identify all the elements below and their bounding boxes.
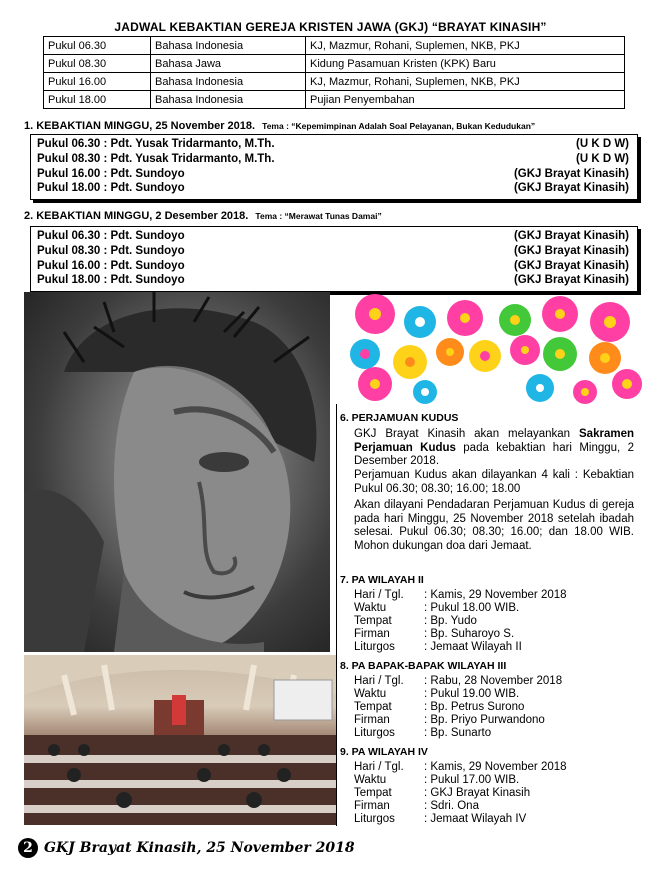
congregation-photo [24, 655, 336, 825]
schedule-language: Bahasa Jawa [151, 55, 306, 73]
service-origin: (GKJ Brayat Kinasih) [513, 230, 629, 242]
list-item: Firman : Sdri. Ona [354, 800, 479, 812]
list-item [37, 153, 631, 168]
section1-title: 1. KEBAKTIAN MINGGU, 25 November 2018. [24, 120, 256, 132]
service-preacher: Pukul 08.30 : Pdt. Sundoyo [37, 245, 185, 257]
service-origin: (GKJ Brayat Kinasih) [513, 274, 629, 286]
schedule-table [43, 36, 625, 109]
section1-tema: Tema : “Kepemimpinan Adalah Soal Pelayanan, Bukan Kedudukan” [262, 121, 536, 131]
table-row [44, 55, 625, 73]
service-preacher: Pukul 06.30 : Pdt. Yusak Tridarmanto, M.Th. [37, 138, 275, 150]
list-item: Waktu : Pukul 17.00 WIB. [354, 774, 520, 786]
list-item [37, 245, 631, 260]
service-origin: (GKJ Brayat Kinasih) [513, 168, 629, 180]
page-title: JADWAL KEBAKTIAN GEREJA KRISTEN JAWA (GKJ) “BRAYAT KINASIH” [114, 20, 547, 34]
list-item: Waktu : Pukul 19.00 WIB. [354, 688, 520, 700]
schedule-books: Pujian Penyembahan [306, 91, 625, 109]
schedule-books: KJ, Mazmur, Rohani, Suplemen, NKB, PKJ [306, 73, 625, 91]
schedule-books: KJ, Mazmur, Rohani, Suplemen, NKB, PKJ [306, 37, 625, 55]
list-item: Firman : Bp. Suharoyo S. [354, 628, 515, 640]
section6-p1-pre: GKJ Brayat Kinasih akan melayankan [354, 428, 580, 440]
pa-bapak-wilayah-3-heading: 8. PA BAPAK-BAPAK WILAYAH III [340, 660, 507, 672]
list-item [37, 138, 631, 153]
list-item [37, 182, 631, 197]
jesus-sculpture-illustration [24, 292, 330, 652]
pa-wilayah-4-heading: 9. PA WILAYAH IV [340, 746, 428, 758]
footer-text: GKJ Brayat Kinasih, 25 November 2018 [44, 840, 355, 856]
list-item [37, 230, 631, 245]
table-row [44, 73, 625, 91]
section6-paragraph2: Perjamuan Kudus akan dilayankan 4 kali : Kebaktian Pukul 06.30; 08.30; 16.00; 18.00 [354, 469, 634, 495]
page-number-badge: 2 [18, 838, 38, 858]
list-item: Hari / Tgl. : Kamis, 29 November 2018 [354, 761, 567, 773]
service-preacher: Pukul 18.00 : Pdt. Sundoyo [37, 182, 185, 194]
list-item: Waktu : Pukul 18.00 WIB. [354, 602, 520, 614]
service-origin: (GKJ Brayat Kinasih) [513, 245, 629, 257]
section1-heading [24, 120, 535, 132]
list-item [37, 260, 631, 275]
schedule-language: Bahasa Indonesia [151, 37, 306, 55]
service-preacher: Pukul 18.00 : Pdt. Sundoyo [37, 274, 185, 286]
schedule-time: Pukul 16.00 [44, 73, 151, 91]
flower-icon [350, 294, 642, 404]
service-origin: (U K D W) [575, 138, 629, 150]
schedule-time: Pukul 08.30 [44, 55, 151, 73]
pa-wilayah-4-details [340, 761, 640, 829]
table-row [44, 37, 625, 55]
schedule-time: Pukul 18.00 [44, 91, 151, 109]
section6-p1-post: pada kebaktian hari Minggu, 2 Desember 2018. [354, 441, 634, 467]
list-item: Tempat : Bp. Yudo [354, 615, 477, 627]
section1-box [30, 134, 638, 200]
list-item [37, 274, 631, 289]
flower-decoration [345, 292, 645, 404]
service-preacher: Pukul 16.00 : Pdt. Sundoyo [37, 168, 185, 180]
section2-tema: Tema : “Merawat Tunas Damai” [255, 211, 382, 221]
list-item: Tempat : GKJ Brayat Kinasih [354, 787, 531, 799]
list-item: Liturgos : Jemaat Wilayah II [354, 641, 522, 653]
page-footer [18, 838, 355, 858]
list-item [37, 168, 631, 183]
section6-heading: 6. PERJAMUAN KUDUS [340, 412, 459, 424]
service-origin: (U K D W) [575, 153, 629, 165]
service-preacher: Pukul 16.00 : Pdt. Sundoyo [37, 260, 185, 272]
list-item: Firman : Bp. Priyo Purwandono [354, 714, 545, 726]
list-item: Liturgos : Bp. Sunarto [354, 727, 492, 739]
jesus-sculpture-image [24, 292, 330, 652]
section6-paragraph3: Akan dilayani Pendadaran Perjamuan Kudus di gereja pada hari Minggu, 25 November 2018 setelah ibadah selesai. Pukul 06.30; 08.30; 16.00; dan 18.00 WIB. Mohon dukungan doa dari Jemaat. [354, 499, 634, 552]
list-item: Liturgos : Jemaat Wilayah IV [354, 813, 527, 825]
section2-box [30, 226, 638, 292]
table-row [44, 91, 625, 109]
list-item: Tempat : Bp. Petrus Surono [354, 701, 525, 713]
section2-heading [24, 210, 382, 222]
pa-bapak-wilayah-3-details [340, 675, 640, 743]
section6-paragraph1 [354, 428, 634, 469]
service-preacher: Pukul 08.30 : Pdt. Yusak Tridarmanto, M.Th. [37, 153, 275, 165]
service-origin: (GKJ Brayat Kinasih) [513, 182, 629, 194]
schedule-time: Pukul 06.30 [44, 37, 151, 55]
church-interior-illustration [24, 655, 336, 825]
schedule-books: Kidung Pasamuan Kristen (KPK) Baru [306, 55, 625, 73]
schedule-language: Bahasa Indonesia [151, 73, 306, 91]
section6-p1-bold: Sakramen Perjamuan Kudus [354, 428, 634, 454]
list-item: Hari / Tgl. : Kamis, 29 November 2018 [354, 589, 567, 601]
service-preacher: Pukul 06.30 : Pdt. Sundoyo [37, 230, 185, 242]
schedule-language: Bahasa Indonesia [151, 91, 306, 109]
service-origin: (GKJ Brayat Kinasih) [513, 260, 629, 272]
section2-title: 2. KEBAKTIAN MINGGU, 2 Desember 2018. [24, 210, 249, 222]
flowers-illustration [345, 292, 645, 404]
column-divider [336, 404, 337, 826]
pa-wilayah-2-heading: 7. PA WILAYAH II [340, 574, 424, 586]
pa-wilayah-2-details [340, 589, 640, 657]
list-item: Hari / Tgl. : Rabu, 28 November 2018 [354, 675, 563, 687]
